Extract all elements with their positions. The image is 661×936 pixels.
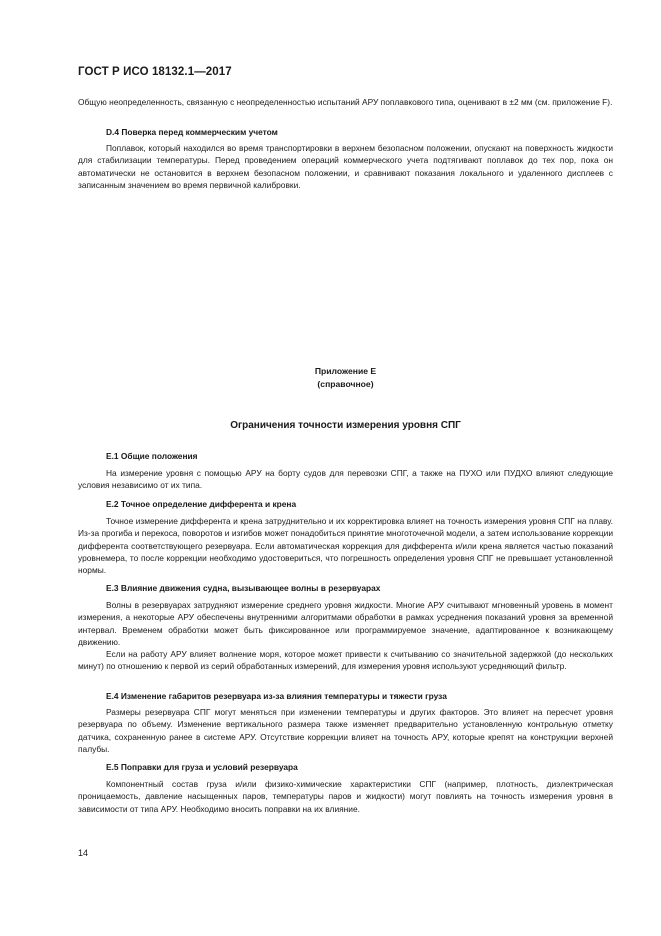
section-e2-text: Точное измерение дифферента и крена затруднительно и их корректировка влияет на точность измерения уровня СПГ на плаву. Из-за прогиба и перекоса, поворотов и изгибов может понадобиться принятие многоточечной модели, а затем использование коррекции дифферента соответствующего резервуара. Если автоматическая коррекция для дифферента и/или крена является частью показаний уровнемера, то после коррекции необходимо удостовериться, что погрешность определения уровня СПГ не превышает установленной нормы. xyxy=(78,516,613,576)
section-d4-text: Поплавок, который находился во время транспортировки в верхнем безопасном положении, опускают на поверхность жидкости для стабилизации температуры. Перед проведением операций коммерческого учета подтягивают поплавок до тех пор, пока он автоматически не остановится в верхнем безопасном положении, и сравнивают показания локального и удаленного дисплеев с записанным значением во время первичной калибровки. xyxy=(78,143,613,190)
intro-paragraph: Общую неопределенность, связанную с неопределенностью испытаний АРУ поплавкового типа, оценивают в ±2 мм (см. приложение F). xyxy=(78,97,613,107)
section-e3-heading: Е.3 Влияние движения судна, вызывающее волны в резервуарах xyxy=(106,583,381,593)
standard-header: ГОСТ Р ИСО 18132.1—2017 xyxy=(78,66,232,78)
section-e2-heading: Е.2 Точное определение дифферента и крена xyxy=(106,499,297,509)
section-e5-heading: Е.5 Поправки для груза и условий резервуара xyxy=(106,762,298,772)
section-d4-heading: D.4 Поверка перед коммерческим учетом xyxy=(106,127,278,137)
page-number: 14 xyxy=(78,848,89,858)
section-e5-text: Компонентный состав груза и/или физико-химические характеристики СПГ (например, плотность, диэлектрическая проницаемость, давление насыщенных паров, температуры паров и жидкости) могут повлиять на точность измерения уровня в зависимости от типа АРУ. Необходимо вносить поправки на их влияние. xyxy=(78,779,613,814)
annex-kind: (справочное) xyxy=(317,379,374,389)
section-e1-heading: Е.1 Общие положения xyxy=(106,451,198,461)
annex-title: Ограничения точности измерения уровня СПГ xyxy=(230,420,461,431)
section-e4-text: Размеры резервуара СПГ могут меняться при изменении температуры и других факторов. Это влияет на пересчет уровня резервуара по объему. Изменение вертикального размера также изменяет предварительно установленную контрольную отметку датчика, сохраненную ранее в системе АРУ. Отсутствие коррекции влияет на точность АРУ, которые крепят на конструкции верхней палубы. xyxy=(78,707,613,754)
annex-name: Приложение Е xyxy=(314,366,377,376)
section-e3-text-1: Волны в резервуарах затрудняют измерение среднего уровня жидкости. Многие АРУ считывают мгновенный уровень в момент измерения, а некоторые АРУ обеспечены внутренними алгоритмами обработки в рамках усреднения показаний уровня за временной интервал. Временем обработки может быть фиксированное или программируемое значение, адаптированное к возникающему движению. xyxy=(78,600,613,647)
section-e1-text: На измерение уровня с помощью АРУ на борту судов для перевозки СПГ, а также на ПУХО или ПУДХО влияют следующие условия независимо от их типа. xyxy=(78,468,613,491)
section-e3-text-2: Если на работу АРУ влияет волнение моря, которое может привести к считыванию со значительной задержкой (до нескольких минут) по отношению к первой из серий обработанных измерений, для измерения уровня используют усредняющий фильтр. xyxy=(78,649,613,672)
section-e4-heading: Е.4 Изменение габаритов резервуара из-за влияния температуры и тяжести груза xyxy=(106,691,447,701)
